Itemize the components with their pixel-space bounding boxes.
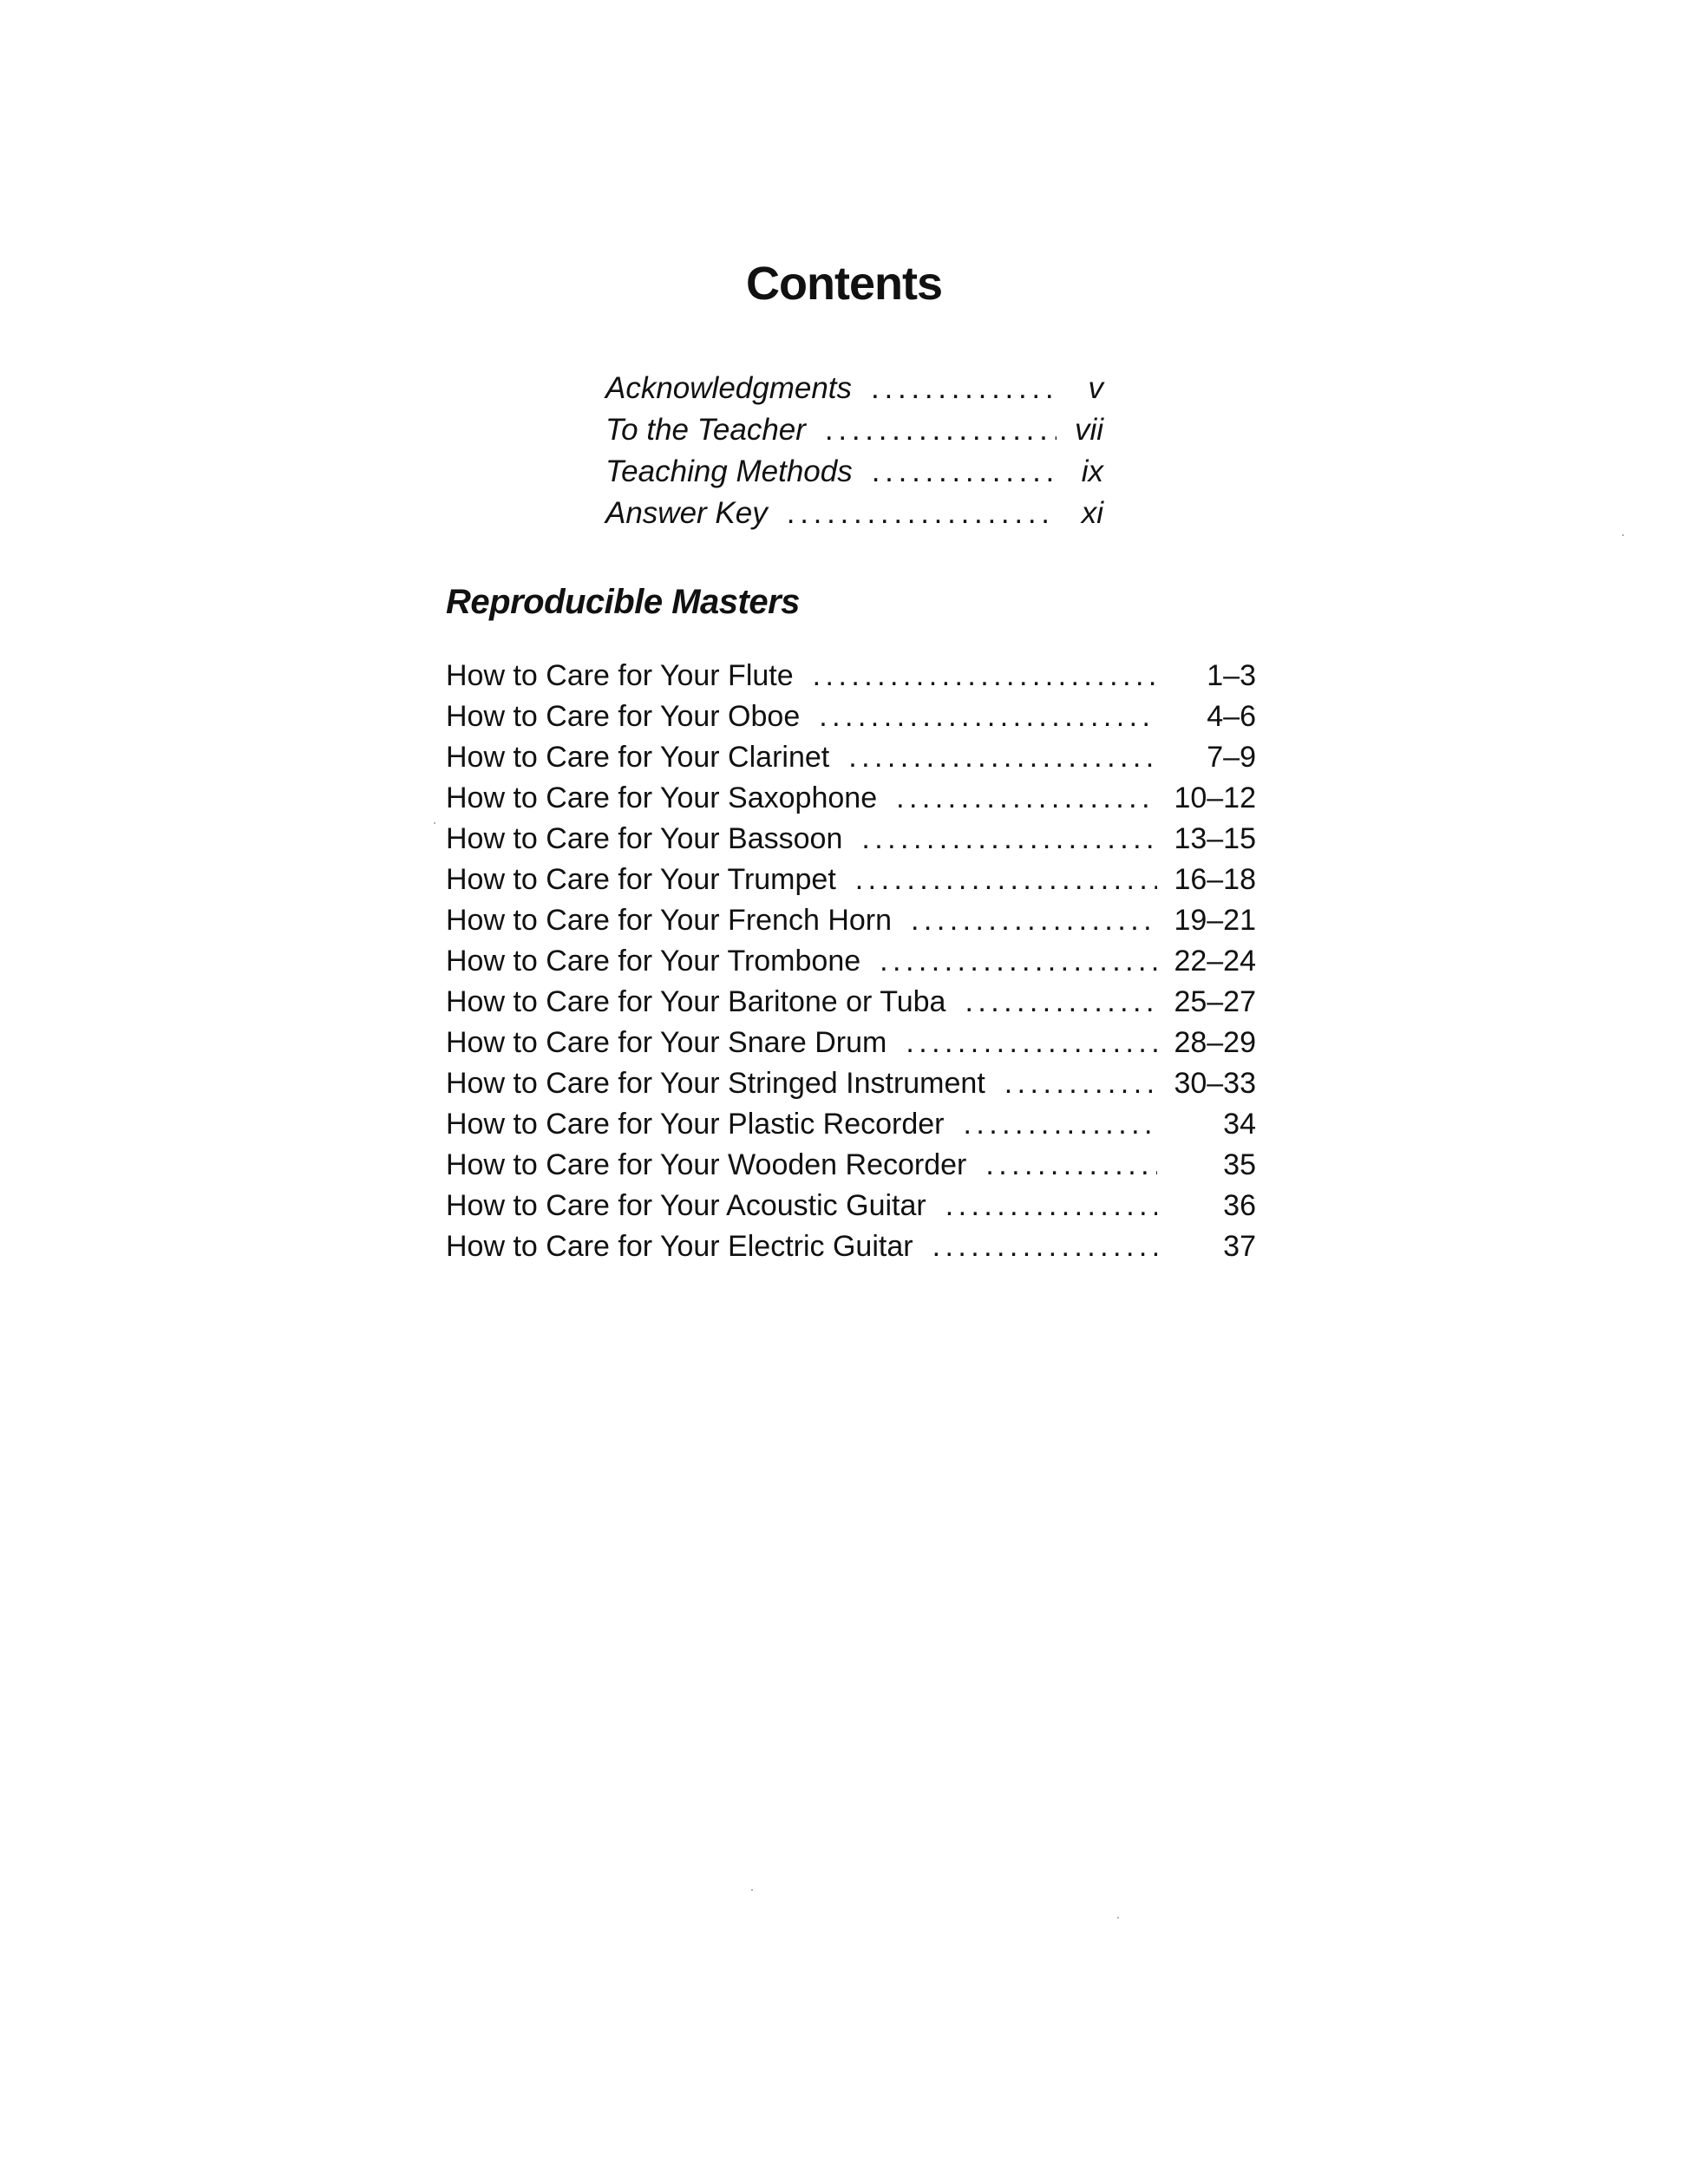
toc-entry-label: How to Care for Your French Horn xyxy=(446,904,893,937)
toc-entry-page: 22–24 xyxy=(1174,945,1256,978)
toc-entry-page: 28–29 xyxy=(1174,1026,1256,1059)
toc-entry-label: How to Care for Your Stringed Instrument xyxy=(446,1067,985,1100)
toc-entry-label: How to Care for Your Trombone xyxy=(446,945,861,978)
leader-dots xyxy=(871,371,1057,406)
toc-entry-label: To the Teacher xyxy=(605,413,806,447)
toc-entry-answer-key[interactable] xyxy=(605,496,1103,538)
toc-entry-label: Acknowledgments xyxy=(605,371,853,405)
toc-entry-page: 34 xyxy=(1223,1108,1256,1141)
leader-dots xyxy=(787,496,1057,531)
toc-entry-trombone[interactable] xyxy=(446,945,1256,985)
toc-entry-page: 1–3 xyxy=(1207,659,1256,692)
toc-entry-page: 30–33 xyxy=(1174,1067,1256,1100)
toc-entry-stringed-instrument[interactable] xyxy=(446,1067,1256,1108)
leader-dots xyxy=(906,1026,1157,1060)
scan-speck xyxy=(1117,1917,1119,1919)
toc-entry-label: How to Care for Your Flute xyxy=(446,659,794,692)
toc-entry-page: 19–21 xyxy=(1174,904,1256,937)
toc-entry-label: How to Care for Your Baritone or Tuba xyxy=(446,985,946,1018)
toc-entry-french-horn[interactable] xyxy=(446,904,1256,945)
reproducible-masters-list xyxy=(446,659,1256,1271)
leader-dots xyxy=(965,985,1157,1019)
toc-entry-to-the-teacher[interactable] xyxy=(605,413,1103,454)
toc-entry-page: 25–27 xyxy=(1174,985,1256,1018)
toc-entry-page: v xyxy=(1088,371,1103,405)
toc-entry-page: 10–12 xyxy=(1174,781,1256,814)
toc-entry-page: 4–6 xyxy=(1207,700,1256,733)
scan-speck xyxy=(751,1889,753,1891)
leader-dots xyxy=(911,904,1157,938)
leader-dots xyxy=(985,1148,1157,1182)
leader-dots xyxy=(861,822,1157,856)
toc-entry-snare-drum[interactable] xyxy=(446,1026,1256,1067)
leader-dots xyxy=(855,863,1157,897)
toc-entry-page: 36 xyxy=(1223,1189,1256,1222)
toc-entry-acknowledgments[interactable] xyxy=(605,371,1103,413)
section-heading: Reproducible Masters xyxy=(446,583,800,621)
toc-entry-flute[interactable] xyxy=(446,659,1256,700)
toc-entry-oboe[interactable] xyxy=(446,700,1256,741)
leader-dots xyxy=(825,413,1057,448)
toc-entry-page: xi xyxy=(1081,496,1103,530)
toc-entry-label: How to Care for Your Snare Drum xyxy=(446,1026,887,1059)
leader-dots xyxy=(963,1108,1157,1141)
toc-entry-label: How to Care for Your Acoustic Guitar xyxy=(446,1189,926,1222)
toc-entry-baritone-or-tuba[interactable] xyxy=(446,985,1256,1026)
leader-dots xyxy=(848,741,1157,775)
toc-entry-label: Teaching Methods xyxy=(605,454,853,488)
toc-entry-teaching-methods[interactable] xyxy=(605,454,1103,496)
leader-dots xyxy=(1004,1067,1157,1101)
toc-entry-label: Answer Key xyxy=(605,496,768,530)
toc-entry-label: How to Care for Your Clarinet xyxy=(446,741,830,774)
toc-entry-label: How to Care for Your Oboe xyxy=(446,700,801,733)
toc-entry-label: How to Care for Your Plastic Recorder xyxy=(446,1108,945,1141)
leader-dots xyxy=(813,659,1157,693)
toc-entry-electric-guitar[interactable] xyxy=(446,1230,1256,1271)
toc-entry-bassoon[interactable] xyxy=(446,822,1256,863)
toc-entry-saxophone[interactable] xyxy=(446,781,1256,822)
toc-entry-label: How to Care for Your Electric Guitar xyxy=(446,1230,913,1263)
toc-entry-page: 37 xyxy=(1223,1230,1256,1263)
leader-dots xyxy=(932,1230,1157,1264)
leader-dots xyxy=(880,945,1157,978)
toc-entry-wooden-recorder[interactable] xyxy=(446,1148,1256,1189)
front-matter-list xyxy=(605,371,1103,538)
toc-entry-page: 16–18 xyxy=(1174,863,1256,896)
scan-speck xyxy=(1622,534,1624,536)
toc-entry-page: 35 xyxy=(1223,1148,1256,1181)
toc-entry-trumpet[interactable] xyxy=(446,863,1256,904)
page-title: Contents xyxy=(746,258,942,310)
toc-entry-page: ix xyxy=(1081,454,1103,488)
toc-entry-page: 7–9 xyxy=(1207,741,1256,774)
toc-entry-label: How to Care for Your Saxophone xyxy=(446,781,878,814)
leader-dots xyxy=(872,454,1057,489)
toc-entry-label: How to Care for Your Trumpet xyxy=(446,863,836,896)
scan-speck xyxy=(434,822,435,824)
leader-dots xyxy=(945,1189,1157,1223)
toc-entry-label: How to Care for Your Wooden Recorder xyxy=(446,1148,967,1181)
leader-dots xyxy=(896,781,1157,815)
leader-dots xyxy=(819,700,1157,734)
toc-entry-acoustic-guitar[interactable] xyxy=(446,1189,1256,1230)
toc-entry-label: How to Care for Your Bassoon xyxy=(446,822,843,855)
toc-entry-page: vii xyxy=(1074,413,1103,447)
toc-entry-clarinet[interactable] xyxy=(446,741,1256,781)
toc-entry-page: 13–15 xyxy=(1174,822,1256,855)
toc-entry-plastic-recorder[interactable] xyxy=(446,1108,1256,1148)
